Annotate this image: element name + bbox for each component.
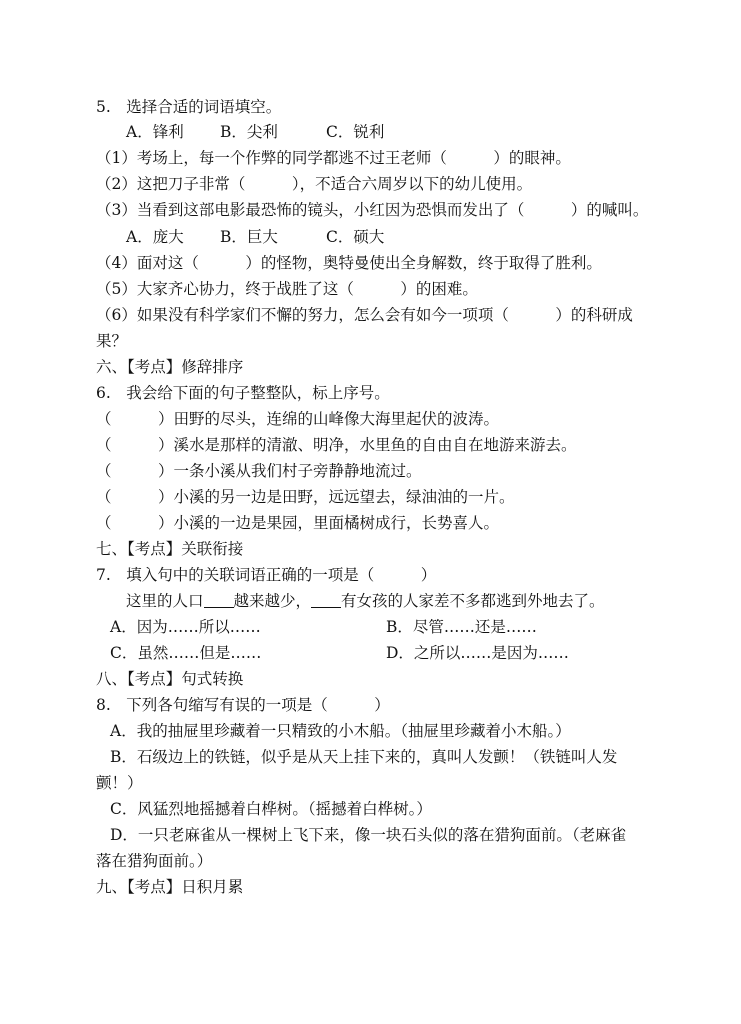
q8-title: 8. 下列各句缩写有误的一项是（ ） bbox=[96, 696, 390, 714]
q7-option-a: A．因为……所以…… bbox=[110, 618, 261, 636]
q6-item-1: （ ）田野的尽头，连绵的山峰像大海里起伏的波涛。 bbox=[96, 410, 500, 428]
q5-option-c: C．锐利 bbox=[326, 123, 385, 141]
q5-item-6-line-2: 果？ bbox=[96, 332, 128, 350]
q7-option-b: B．尽管……还是…… bbox=[386, 618, 537, 636]
q7-sentence-part-1: 这里的人口 bbox=[126, 592, 204, 610]
q7-option-d: D．之所以……是因为…… bbox=[386, 644, 569, 662]
q6-item-4: （ ）小溪的另一边是田野，远远望去，绿油油的一片。 bbox=[96, 488, 515, 506]
q8-option-b-line-1: B．石级边上的铁链，似乎是从天上挂下来的，真叫人发颤！（铁链叫人发 bbox=[110, 748, 618, 766]
section-8-heading: 八、【考点】句式转换 bbox=[96, 670, 244, 688]
q8-option-b-line-2: 颤！） bbox=[96, 774, 143, 792]
q7-option-c: C．虽然……但是…… bbox=[110, 644, 262, 662]
q5-item-3: （3）当看到这部电影最恐怖的镜头，小红因为恐惧而发出了（ ）的喊叫。 bbox=[96, 201, 649, 219]
section-7-heading: 七、【考点】关联衔接 bbox=[96, 540, 244, 558]
q5-item-5: （5）大家齐心协力，终于战胜了这（ ）的困难。 bbox=[96, 280, 478, 298]
q5-option-c2: C．硕大 bbox=[326, 228, 385, 246]
q5-option-b2: B．巨大 bbox=[220, 228, 278, 246]
q7-title: 7. 填入句中的关联词语正确的一项是（ ） bbox=[96, 566, 437, 584]
q5-item-1: （1）考场上，每一个作弊的同学都逃不过王老师（ ）的眼神。 bbox=[96, 149, 571, 167]
q6-title: 6. 我会给下面的句子整整队，标上序号。 bbox=[96, 384, 390, 402]
q5-item-4: （4）面对这（ ）的怪物，奥特曼使出全身解数，终于取得了胜利。 bbox=[96, 254, 602, 272]
q5-option-a2: A．庞大 bbox=[126, 228, 184, 246]
section-9-heading: 九、【考点】日积月累 bbox=[96, 878, 244, 896]
q7-sentence-part-2: 越来越少， bbox=[233, 592, 312, 610]
q8-option-c: C．风猛烈地摇撼着白桦树。（摇撼着白桦树。） bbox=[110, 800, 432, 818]
q5-option-b: B．尖利 bbox=[220, 123, 278, 141]
q7-blank-1 bbox=[204, 591, 234, 608]
q8-option-d-line-1: D．一只老麻雀从一棵树上飞下来，像一块石头似的落在猎狗面前。（老麻雀 bbox=[110, 826, 627, 844]
q8-option-d-line-2: 落在猎狗面前。） bbox=[96, 852, 213, 870]
q5-option-a: A．锋利 bbox=[126, 123, 184, 141]
q6-item-5: （ ）小溪的一边是果园，里面橘树成行，长势喜人。 bbox=[96, 514, 500, 532]
q7-blank-2 bbox=[311, 591, 341, 608]
q6-item-3: （ ）一条小溪从我们村子旁静静地流过。 bbox=[96, 462, 422, 480]
section-6-heading: 六、【考点】修辞排序 bbox=[96, 358, 244, 376]
q5-item-6-line-1: （6）如果没有科学家们不懈的努力，怎么会有如今一项项（ ）的科研成 bbox=[96, 306, 633, 324]
q5-item-2: （2）这把刀子非常（ ），不适合六周岁以下的幼儿使用。 bbox=[96, 175, 533, 193]
q8-option-a: A．我的抽屉里珍藏着一只精致的小木船。（抽屉里珍藏着小木船。） bbox=[110, 722, 571, 740]
q5-title: 5. 选择合适的词语填空。 bbox=[96, 98, 282, 116]
q7-sentence-part-3: 有女孩的人家差不多都逃到外地去了。 bbox=[341, 592, 605, 610]
q6-item-2: （ ）溪水是那样的清澈、明净，水里鱼的自由自在地游来游去。 bbox=[96, 436, 577, 454]
q7-sentence bbox=[126, 590, 605, 612]
